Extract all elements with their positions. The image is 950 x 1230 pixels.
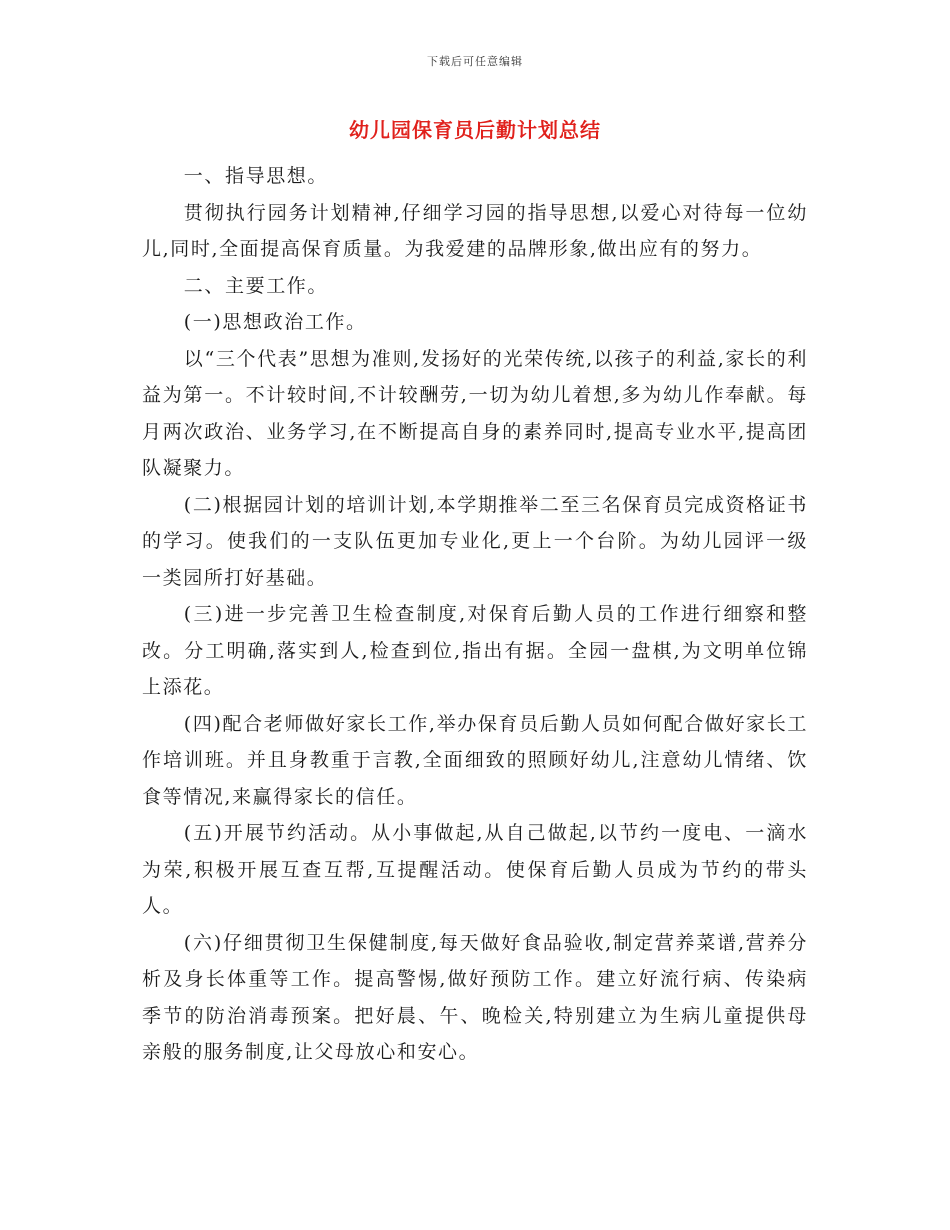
heading-political-work: (一)思想政治工作。 [183,311,367,333]
paragraph-guiding-ideology: 贯彻执行园务计划精神,仔细学习园的指导思想,以爱心对待每一位幼儿,同时,全面提高保育质量。为我爱建的品牌形象,做出应有的努力。 [142,201,808,260]
heading-guiding-ideology: 一、指导思想。 [183,165,328,187]
paragraph-health-care: (六)仔细贯彻卫生保健制度,每天做好食品验收,制定营养菜谱,营养分析及身长体重等工作。提高警惕,做好预防工作。建立好流行病、传染病季节的防治消毒预案。把好晨、午、晚检关,特别建立为生病儿童提供母亲般的服务制度,让父母放心和安心。 [142,931,808,1063]
heading-main-work: 二、主要工作。 [183,274,328,297]
document-title: 幼儿园保育员后勤计划总结 [349,118,601,142]
document-body [142,158,808,1071]
paragraph-hygiene-inspection: (三)进一步完善卫生检查制度,对保育后勤人员的工作进行细察和整改。分工明确,落实到人,检查到位,指出有据。全园一盘棋,为文明单位锦上添花。 [142,603,808,698]
paragraph-saving-activity: (五)开展节约活动。从小事做起,从自己做起,以节约一度电、一滴水为荣,积极开展互查互帮,互提醒活动。使保育后勤人员成为节约的带头人。 [142,822,808,917]
header-note: 下载后可任意编辑 [427,55,523,68]
paragraph-political-work: 以“三个代表”思想为准则,发扬好的光荣传统,以孩子的利益,家长的利益为第一。不计较时间,不计较酬劳,一切为幼儿着想,多为幼儿作奉献。每月两次政治、业务学习,在不断提高自身的素养同时,提高专业水平,提高团队凝聚力。 [142,347,808,479]
paragraph-parent-work: (四)配合老师做好家长工作,举办保育员后勤人员如何配合做好家长工作培训班。并且身教重于言教,全面细致的照顾好幼儿,注意幼儿情绪、饮食等情况,来赢得家长的信任。 [142,712,808,808]
paragraph-training-plan: (二)根据园计划的培训计划,本学期推举二至三名保育员完成资格证书的学习。使我们的一支队伍更加专业化,更上一个台阶。为幼儿园评一级一类园所打好基础。 [142,493,808,589]
